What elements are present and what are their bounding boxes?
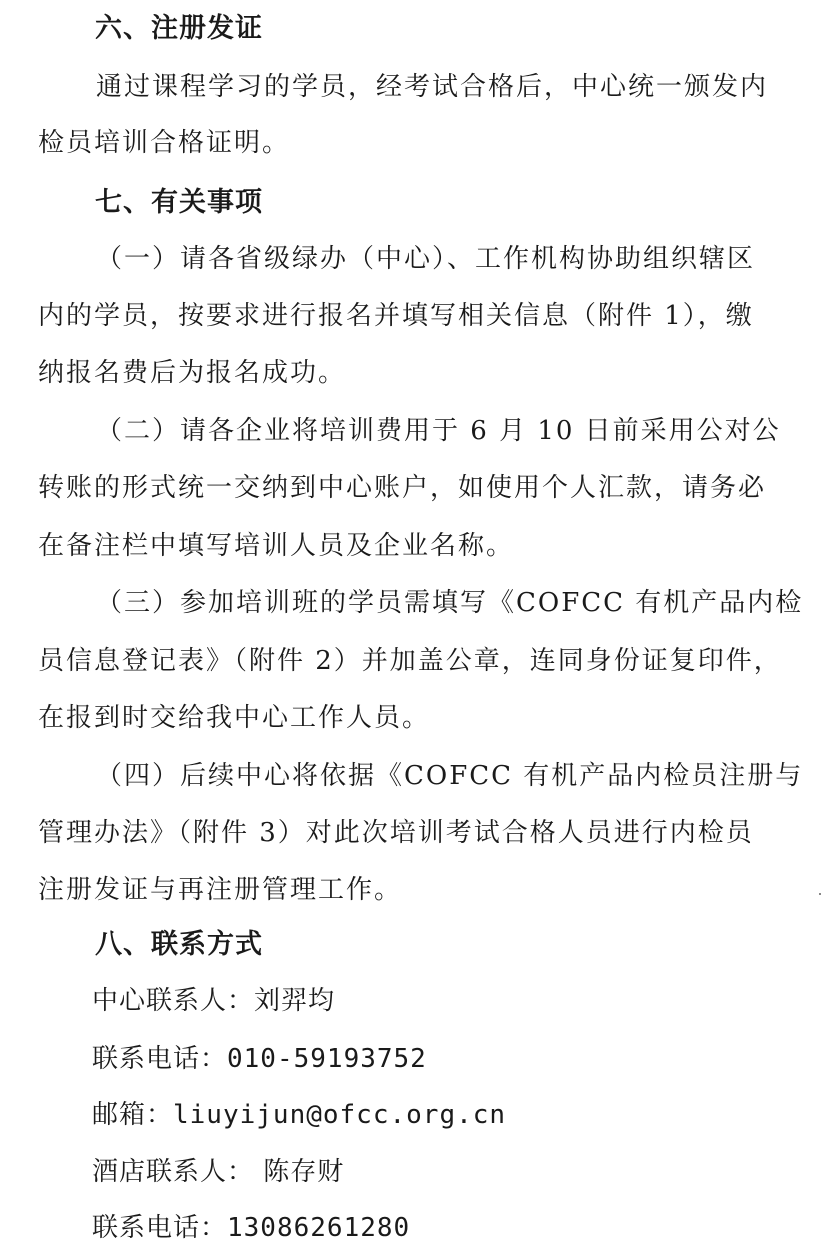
- item-3-line: 员信息登记表》（附件 2）并加盖公章，连同身份证复印件，: [38, 646, 782, 676]
- item-4-line: 管理办法》（附件 3）对此次培训考试合格人员进行内检员: [38, 818, 754, 848]
- paragraph-line: 通过课程学习的学员，经考试合格后，中心统一颁发内: [96, 72, 769, 102]
- center-contact-person: 中心联系人：刘羿均: [92, 986, 336, 1016]
- item-3-line: （三）参加培训班的学员需填写《COFCC 有机产品内检: [96, 588, 804, 618]
- item-4-line: （四）后续中心将依据《COFCC 有机产品内检员注册与: [96, 761, 804, 791]
- item-3-line: 在报到时交给我中心工作人员。: [38, 703, 431, 733]
- item-4-line: 注册发证与再注册管理工作。: [38, 875, 403, 905]
- center-contact-phone: 联系电话：010-59193752: [92, 1044, 427, 1074]
- item-1-line: 纳报名费后为报名成功。: [38, 358, 347, 388]
- paragraph-line: 检员培训合格证明。: [38, 128, 291, 158]
- item-1-line: （一）请各省级绿办（中心）、工作机构协助组织辖区: [96, 244, 756, 274]
- section-heading-related-matters: 七、有关事项: [95, 187, 263, 218]
- item-2-line: 转账的形式统一交纳到中心账户，如使用个人汇款，请务必: [38, 473, 767, 503]
- contact-email: 邮箱：liuyijun@ofcc.org.cn: [92, 1100, 507, 1130]
- hotel-contact-person: 酒店联系人： 陈存财: [92, 1157, 345, 1187]
- section-heading-registration: 六、注册发证: [95, 13, 263, 44]
- item-2-line: 在备注栏中填写培训人员及企业名称。: [38, 531, 515, 561]
- hotel-contact-phone: 联系电话：13086261280: [92, 1213, 411, 1243]
- item-2-line: （二）请各企业将培训费用于 6 月 10 日前采用公对公: [96, 416, 781, 446]
- section-heading-contact: 八、联系方式: [95, 929, 263, 960]
- item-1-line: 内的学员，按要求进行报名并填写相关信息（附件 1），缴: [38, 301, 754, 331]
- scan-speck: [819, 893, 821, 895]
